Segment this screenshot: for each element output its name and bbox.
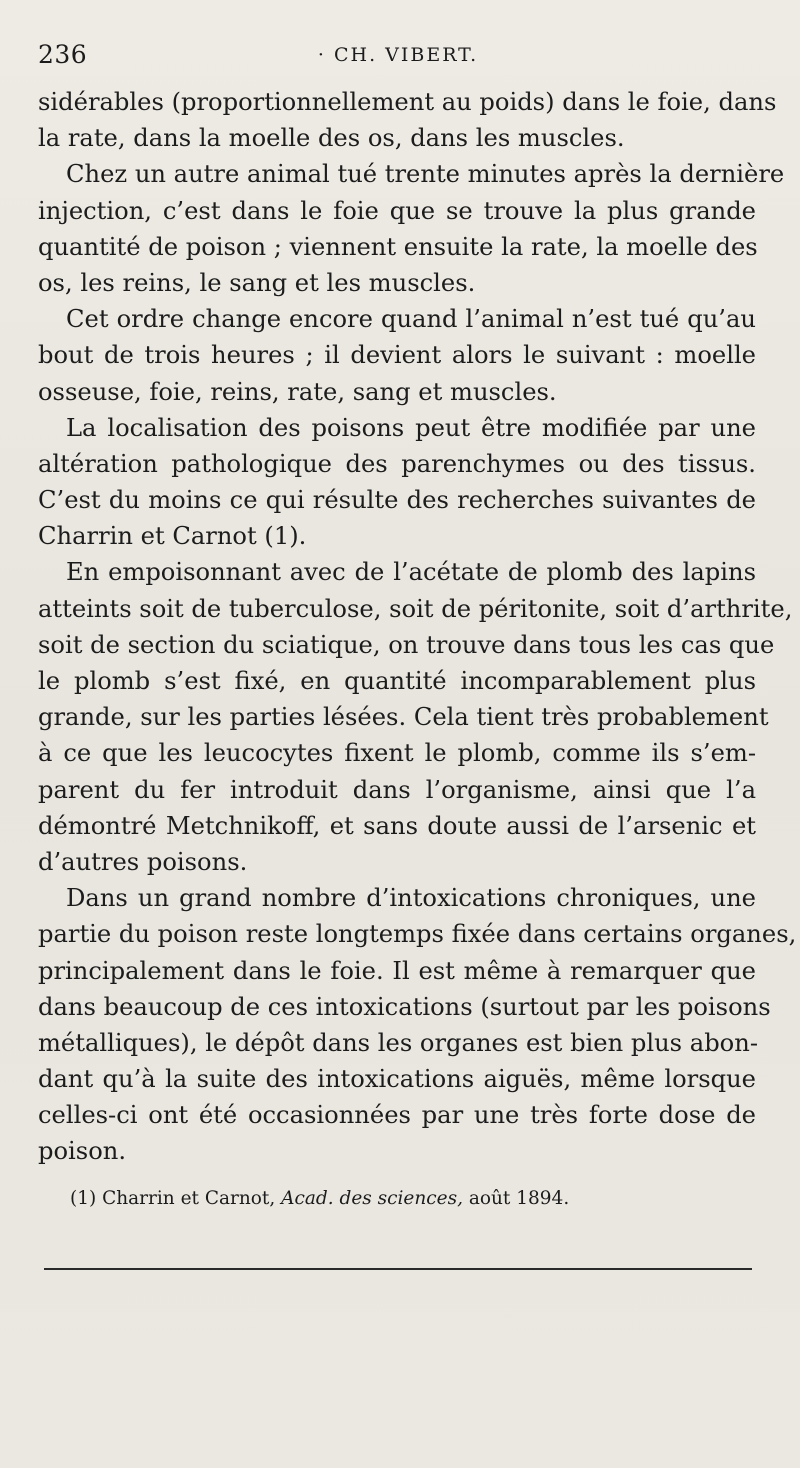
text-line: Cet ordre change encore quand l’animal n’est tué qu’au [66,305,756,334]
text-line: Chez un autre animal tué trente minutes après la dernière [66,160,785,189]
text-line: démontré Metchnikoff, et sans doute aussi de l’arsenic et [38,811,756,840]
text-line: Dans un grand nombre d’intoxications chroniques, une [66,884,756,913]
text-line: le plomb s’est fixé, en quantité incomparablement plus [38,667,756,695]
text-line: celles-ci ont été occasionnées par une très forte dose de [38,1101,756,1130]
text-line: bout de trois heures ; il devient alors le suivant : moelle [38,341,756,370]
text-line: osseuse, foie, reins, rate, sang et muscles. [38,377,557,406]
text-line: poison. [38,1137,127,1166]
footnote-rule [44,1268,752,1270]
text-line: soit de section du sciatique, on trouve dans tous les cas que [38,630,775,659]
text-line: dant qu’à la suite des intoxications aiguës, même lorsque [38,1065,756,1094]
text-line: parent du fer introduit dans l’organisme, ainsi que l’a [38,775,756,804]
text-line: atteints soit de tuberculose, soit de péritonite, soit d’arthrite, [38,594,793,623]
page-number: 236 [38,40,88,69]
text-line: à ce que les leucocytes fixent le plomb, comme ils s’em- [38,739,756,768]
page-header [38,40,758,76]
footnote-journal: Acad. des sciences, [281,1188,463,1209]
footnote-date: août 1894. [462,1188,570,1209]
footnote-marker: (1) Charrin et Carnot, [70,1188,282,1209]
text-line: dans beaucoup de ces intoxications (surtout par les poisons [38,992,771,1021]
text-line: injection, c’est dans le foie que se trouve la plus grande [38,196,756,225]
footnote [70,1186,750,1212]
text-line: C’est du moins ce qui résulte des recherches suivantes de [38,486,756,515]
text-line: La localisation des poisons peut être modifiée par une [66,413,756,442]
text-line: métalliques), le dépôt dans les organes est bien plus abon- [38,1028,758,1057]
text-line: Charrin et Carnot (1). [38,522,307,551]
text-line: grande, sur les parties lésées. Cela tient très probablement [38,703,769,732]
text-line: altération pathologique des parenchymes ou des tissus. [38,449,756,478]
text-line: sidérables (proportionnellement au poids) dans le foie, dans [38,88,777,116]
text-line: os, les reins, le sang et les muscles. [38,268,476,297]
body-text [38,84,797,1170]
text-line: En empoisonnant avec de l’acétate de plomb des lapins [66,558,756,587]
text-line: principalement dans le foie. Il est même à remarquer que [38,956,756,985]
text-line: quantité de poison ; viennent ensuite la rate, la moelle des [38,232,758,261]
text-line: la rate, dans la moelle des os, dans les muscles. [38,124,625,153]
text-line: partie du poison reste longtemps fixée dans certains organes, [38,920,797,949]
running-head: · CH. VIBERT. [317,44,479,66]
text-line: d’autres poisons. [38,847,248,876]
